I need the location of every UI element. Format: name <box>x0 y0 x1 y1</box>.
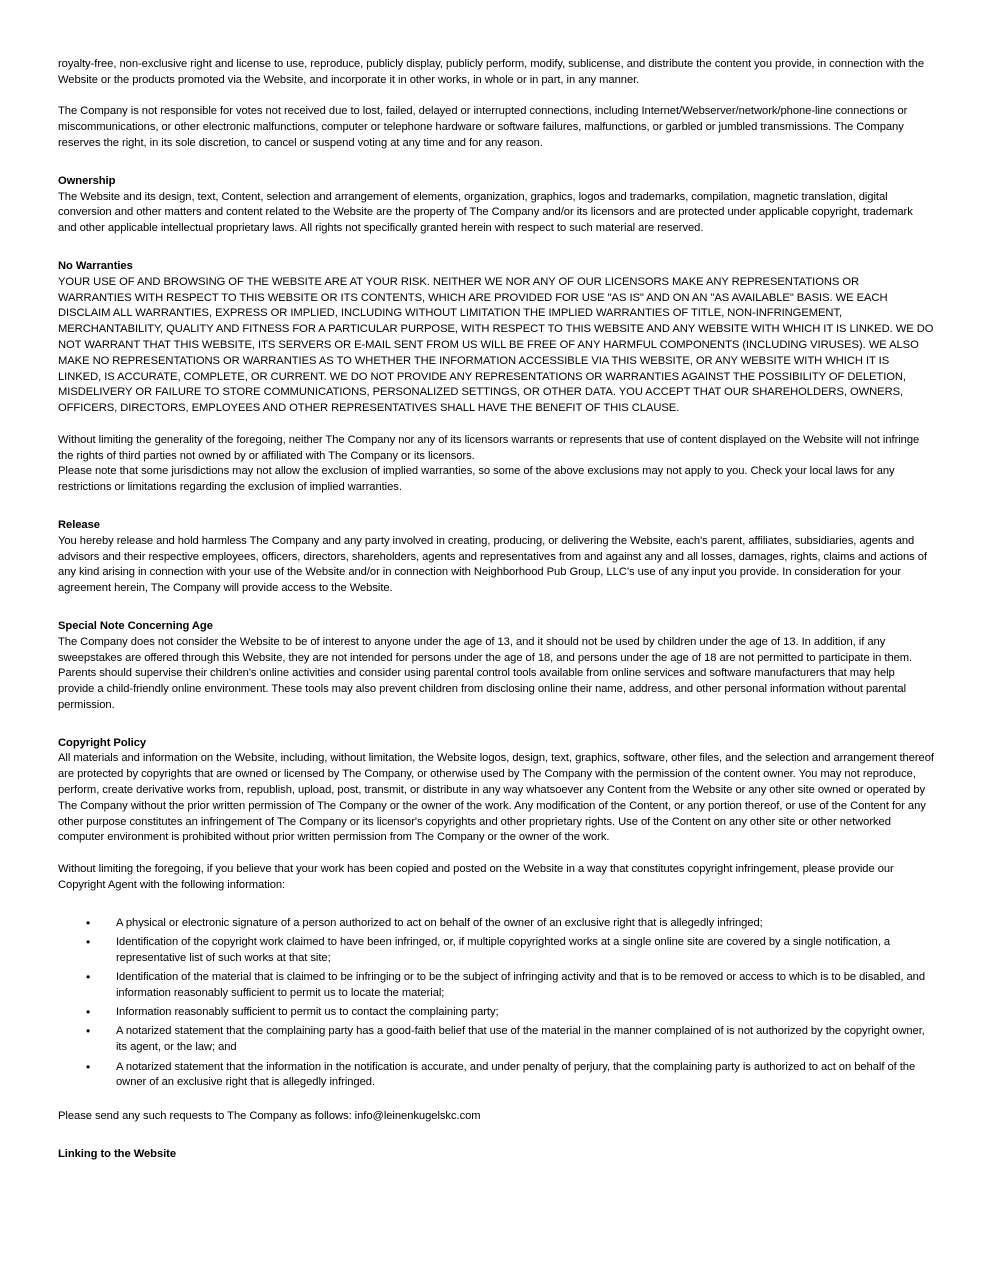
bullet-icon: • <box>86 915 91 930</box>
section-copyright <box>58 736 934 1125</box>
bullet-icon: • <box>86 970 91 985</box>
bullet-icon: • <box>86 1005 91 1020</box>
section-age <box>58 619 934 714</box>
section-no-warranties <box>58 259 934 496</box>
copyright-body: All materials and information on the Website, including, without limitation, the Website logos, design, text, graphics, software, other files, and the selection and arrangement thereof are protected by copyrights that are owned or licensed by The Company, or otherwise used by The Company with the permission of the content owner. You may not reproduce, perform, create derivative works from, republish, upload, post, transmit, or distribute in any way whatsoever any Content from the Website or any other site owned or operated by The Company without the prior written permission of The Company or the owner of the work. Any modification of the Content, or any portion thereof, or use of the Content for any other purpose constitutes an infringement of The Company or its licensor's copyrights and other proprietary rights. Use of the Content on any other site or other networked computer environment is prohibited without prior written permission from The Company or the owner of the work. <box>58 752 934 844</box>
section-linking <box>58 1147 934 1163</box>
section-ownership <box>58 174 934 237</box>
release-heading: Release <box>58 518 100 531</box>
ownership-heading: Ownership <box>58 174 116 187</box>
section-release <box>58 518 934 597</box>
document-page <box>58 57 934 1163</box>
copyright-heading: Copyright Policy <box>58 736 147 749</box>
bullet-icon: • <box>86 1024 91 1039</box>
no-warranties-heading: No Warranties <box>58 259 133 272</box>
ownership-body: The Website and its design, text, Content, selection and arrangement of elements, organization, graphics, logos and trademarks, compilation, magnetic translation, digital conversion and other matters and content related to the Website are the property of The Company and/or its licensors and are protected under applicable copyright, trademark and other applicable intellectual proprietary laws. All rights not specifically granted herein with respect to such material are reserved. <box>58 190 913 235</box>
list-item-text: A notarized statement that the complaining party has a good-faith belief that use of the material in the manner complained of is not authorized by the copyright owner, its agent, or the law; and <box>116 1025 925 1054</box>
no-warranties-body: YOUR USE OF AND BROWSING OF THE WEBSITE ARE AT YOUR RISK. NEITHER WE NOR ANY OF OUR LICENSORS MAKE ANY REPRESENTATIONS OR WARRANTIES WITH RESPECT TO THIS WEBSITE OR ITS CONTENTS, WHICH ARE PROVIDED FOR USE "AS IS" AND ON AN "AS AVAILABLE" BASIS. WE EACH DISCLAIM ALL WARRANTIES, EXPRESS OR IMPLIED, INCLUDING WITHOUT LIMITATION THE IMPLIED WARRANTIES OF TITLE, NON-INFRINGEMENT, MERCHANTABILITY, QUALITY AND FITNESS FOR A PARTICULAR PURPOSE, WITH RESPECT TO THIS WEBSITE AND ANY WEBSITE WITH WHICH IT IS LINKED. WE DO NOT WARRANT THAT THIS WEBSITE, ITS SERVERS OR E-MAIL SENT FROM US WILL BE FREE OF ANY HARMFUL COMPONENTS (INCLUDING VIRUSES). WE ALSO MAKE NO REPRESENTATIONS OR WARRANTIES AS TO WHETHER THE INFORMATION ACCESSIBLE VIA THIS WEBSITE, OR ANY WEBSITE WITH WHICH IT IS LINKED, IS ACCURATE, COMPLETE, OR CURRENT. WE DO NOT PROVIDE ANY REPRESENTATIONS OR WARRANTIES AGAINST THE POSSIBILITY OF DELETION, MISDELIVERY OR FAILURE TO STORE COMMUNICATIONS, PERSONALIZED SETTINGS, OR OTHER DATA. YOU ACCEPT THAT OUR SHAREHOLDERS, OWNERS, OFFICERS, DIRECTORS, EMPLOYEES AND OTHER REPRESENTATIVES SHALL HAVE THE BENEFIT OF THIS CLAUSE. <box>58 275 934 415</box>
list-item <box>58 935 934 967</box>
age-heading: Special Note Concerning Age <box>58 619 213 632</box>
list-item-text: A notarized statement that the information in the notification is accurate, and under penalty of perjury, that the complaining party is authorized to act on behalf of the owner of an exclusive right that is allegedly infringed. <box>116 1060 916 1089</box>
list-item <box>58 1024 934 1056</box>
no-warranties-paragraph-infringe: Without limiting the generality of the foregoing, neither The Company nor any of its licensors warrants or represents that use of content displayed on the Website will not infringe the rights of third parties not owned by or affiliated with The Company or its licensors. <box>58 433 920 462</box>
copyright-requirements-list <box>58 916 934 1091</box>
intro-paragraph-license: royalty-free, non-exclusive right and license to use, reproduce, publicly display, publicly perform, modify, sublicense, and distribute the content you provide, in connection with the Website or the products promoted via the Website, and incorporate it in other works, in whole or in part, in any manner. <box>58 58 925 86</box>
linking-heading: Linking to the Website <box>58 1147 177 1160</box>
release-body: You hereby release and hold harmless The Company and any party involved in creating, producing, or delivering the Website, each's parent, affiliates, subsidiaries, agents and advisors and their respective employees, officers, directors, shareholders, agents and representatives from and against any and all losses, damages, rights, claims and actions of any kind arising in connection with your use of the Website and/or in connection with Neighborhood Pub Group, LLC’s use of any input you provide. In consideration for your agreement herein, The Company will provide access to the Website. <box>58 534 927 595</box>
list-item-text: A physical or electronic signature of a person authorized to act on behalf of the owner of an exclusive right that is allegedly infringed; <box>116 916 763 929</box>
no-warranties-paragraph-jurisdictions: Please note that some jurisdictions may not allow the exclusion of implied warranties, so some of the above exclusions may not apply to you. Check your local laws for any restrictions or limitations regarding the exclusion of implied warranties. <box>58 465 895 494</box>
bullet-icon: • <box>86 1059 91 1074</box>
list-item <box>58 970 934 1002</box>
list-item-text: Identification of the material that is claimed to be infringing or to be the subject of infringing activity and that is to be removed or access to which is to be disabled, and information reasonably sufficient to permit us to locate the material; <box>116 971 926 999</box>
list-item <box>58 1060 934 1092</box>
copyright-contact-line: Please send any such requests to The Company as follows: info@leinenkugelskc.com <box>58 1110 481 1123</box>
list-item <box>58 1005 934 1021</box>
intro-paragraph-votes: The Company is not responsible for votes not received due to lost, failed, delayed or interrupted connections, including Internet/Webserver/network/phone-line connections or miscommunications, or other electronic malfunctions, computer or telephone hardware or software failures, malfunctions, or garbled or jumbled transmissions. The Company reserves the right, in its sole discretion, to cancel or suspend voting at any time and for any reason. <box>58 105 908 149</box>
list-item-text: Identification of the copyright work claimed to have been infringed, or, if multiple copyrighted works at a single online site are covered by a single notification, a representative list of such works at that site; <box>116 935 891 964</box>
age-body: The Company does not consider the Website to be of interest to anyone under the age of 13, and it should not be used by children under the age of 13. In addition, if any sweepstakes are offered through this Website, they are not intended for persons under the age of 18, and persons under the age of 18 are not permitted to participate in them. Parents should supervise their children's online activities and consider using parental control tools available from online services and software manufacturers that may help provide a child-friendly online environment. These tools may also prevent children from disclosing online their name, address, and other personal information without parental permission. <box>58 635 913 711</box>
list-item-text: Information reasonably sufficient to permit us to contact the complaining party; <box>116 1006 499 1019</box>
copyright-paragraph-agent: Without limiting the foregoing, if you believe that your work has been copied and posted on the Website in a way that constitutes copyright infringement, please provide our Copyright Agent with the following information: <box>58 863 894 891</box>
list-item <box>58 916 934 932</box>
bullet-icon: • <box>86 934 91 949</box>
